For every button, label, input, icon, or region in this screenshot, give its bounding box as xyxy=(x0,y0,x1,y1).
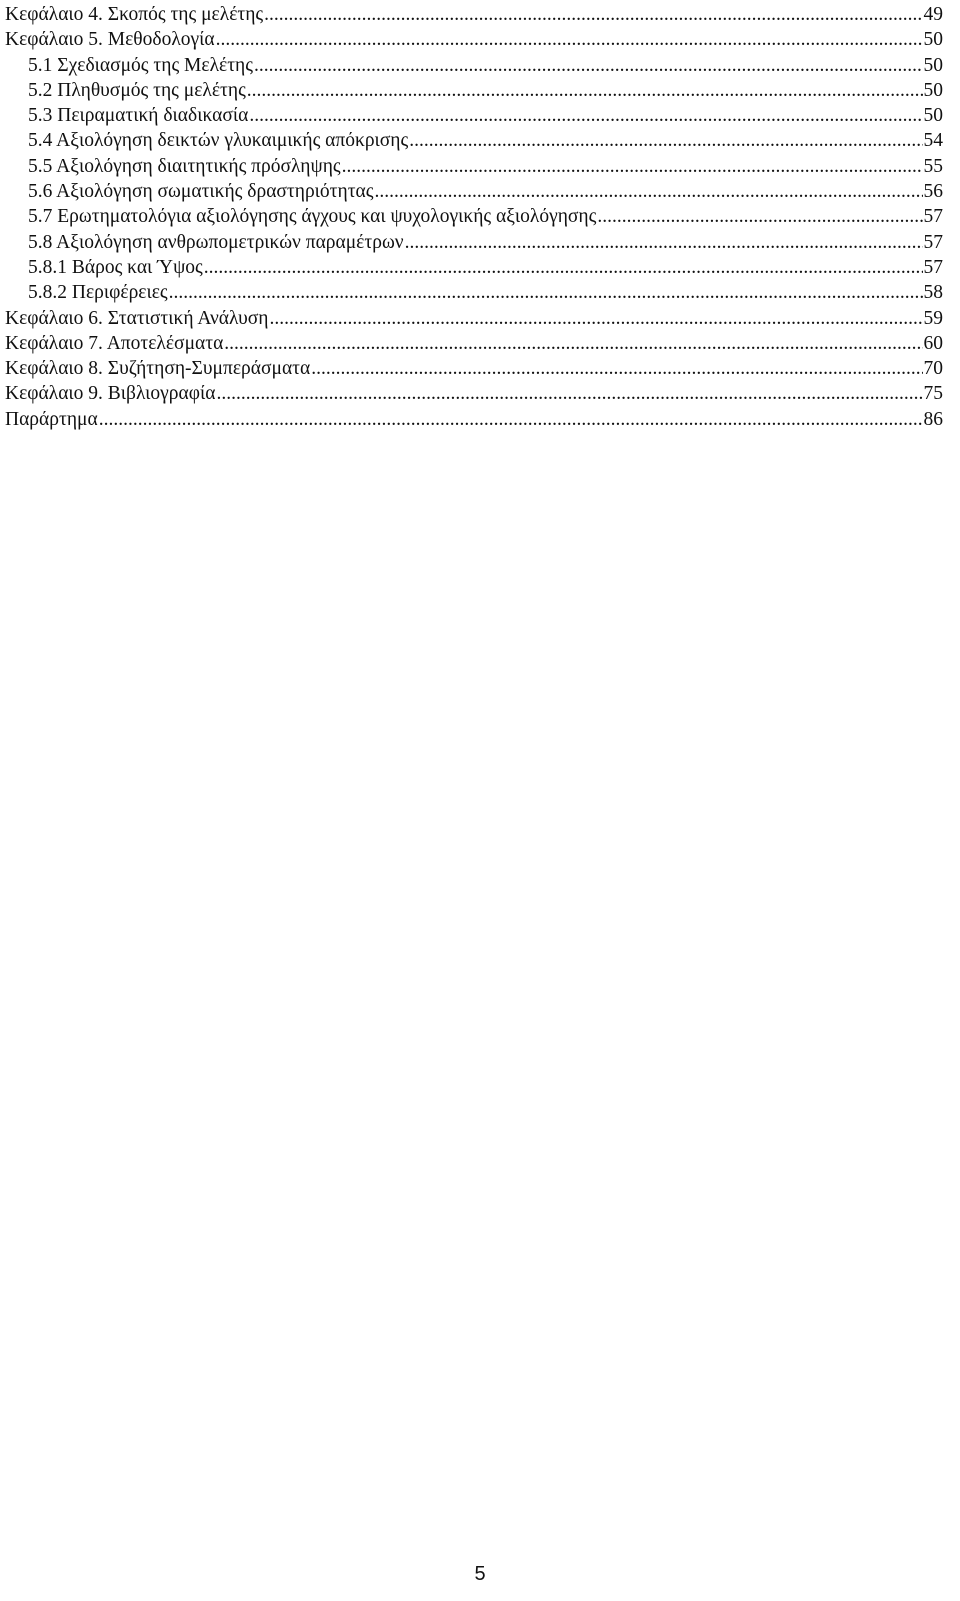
toc-leader-dots xyxy=(597,204,922,229)
toc-entry[interactable] xyxy=(5,128,943,153)
toc-entry[interactable] xyxy=(5,53,943,78)
toc-entry-page: 75 xyxy=(923,383,943,405)
toc-entry[interactable] xyxy=(5,103,943,128)
toc-entry-title: Κεφάλαιο 4. Σκοπός της μελέτης xyxy=(5,4,264,25)
toc-entry-title: 5.3 Πειραματική διαδικασία xyxy=(28,105,249,127)
toc-leader-dots xyxy=(342,154,923,179)
toc-leader-dots xyxy=(216,381,922,406)
toc-entry[interactable] xyxy=(5,331,943,356)
page-number: 5 xyxy=(474,1563,486,1585)
toc-entry-page: 50 xyxy=(923,105,943,127)
toc-entry-title: 5.7 Ερωτηματολόγια αξιολόγησης άγχους και ψυχολογικής αξιολόγησης xyxy=(28,206,597,228)
toc-leader-dots xyxy=(216,27,923,52)
toc-entry[interactable] xyxy=(5,381,943,406)
toc-entry-title: 5.4 Αξιολόγηση δεικτών γλυκαιμικής απόκρισης xyxy=(28,130,409,152)
toc-entry[interactable] xyxy=(5,179,943,204)
toc-entry[interactable] xyxy=(5,78,943,103)
toc-entry[interactable] xyxy=(5,230,943,255)
toc-leader-dots xyxy=(247,78,923,103)
toc-entry[interactable] xyxy=(5,280,943,305)
toc-entry-page: 70 xyxy=(923,358,943,380)
toc-entry-title: 5.8 Αξιολόγηση ανθρωπομετρικών παραμέτρων xyxy=(28,231,404,253)
toc-entry-title: 5.8.1 Βάρος και Ύψος xyxy=(28,256,203,278)
toc-entry-title: Κεφάλαιο 7. Αποτελέσματα xyxy=(5,332,224,354)
toc-entry-title: Κεφάλαιο 8. Συζήτηση-Συμπεράσματα xyxy=(5,358,311,380)
toc-entry-page: 57 xyxy=(923,256,943,278)
toc-entry[interactable] xyxy=(5,154,943,179)
toc-entry-title: Κεφάλαιο 9. Βιβλιογραφία xyxy=(5,383,216,405)
toc-entry-title: 5.1 Σχεδιασμός της Μελέτης xyxy=(28,54,253,76)
toc-leader-dots xyxy=(264,2,922,27)
toc-leader-dots xyxy=(99,407,923,432)
toc-entry-title: 5.5 Αξιολόγηση διαιτητικής πρόσληψης xyxy=(28,155,341,177)
toc-entry[interactable] xyxy=(5,407,943,432)
toc-entry-title: Κεφάλαιο 5. Μεθοδολογία xyxy=(5,29,215,51)
toc-leader-dots xyxy=(409,128,922,153)
toc-entry-page: 54 xyxy=(923,130,943,152)
toc-entry-page: 57 xyxy=(923,206,943,228)
toc-entry[interactable] xyxy=(5,356,943,381)
toc-entry-page: 86 xyxy=(923,408,943,430)
toc-entry-title: 5.8.2 Περιφέρειες xyxy=(28,282,168,304)
toc-leader-dots xyxy=(254,53,923,78)
toc-entry-page: 49 xyxy=(923,4,943,25)
toc-entry-page: 50 xyxy=(923,79,943,101)
toc-entry-page: 58 xyxy=(923,282,943,304)
toc-entry[interactable] xyxy=(5,204,943,229)
toc-leader-dots xyxy=(405,230,923,255)
toc-entry-page: 50 xyxy=(923,29,943,51)
toc-entry-page: 50 xyxy=(923,54,943,76)
toc-entry-title: Παράρτημα xyxy=(5,408,98,430)
toc-entry-page: 60 xyxy=(923,332,943,354)
toc-entry-title: 5.6 Αξιολόγηση σωματικής δραστηριότητας xyxy=(28,181,374,203)
toc-leader-dots xyxy=(204,255,923,280)
toc-entry[interactable] xyxy=(5,255,943,280)
toc-leader-dots xyxy=(269,306,922,331)
toc-entry[interactable] xyxy=(5,306,943,331)
toc-entry[interactable] xyxy=(5,27,943,52)
toc-leader-dots xyxy=(249,103,922,128)
toc-leader-dots xyxy=(169,280,923,305)
toc-entry-page: 57 xyxy=(923,231,943,253)
toc-leader-dots xyxy=(224,331,922,356)
toc-entry-page: 59 xyxy=(923,307,943,329)
toc-entry[interactable] xyxy=(5,2,943,27)
toc-leader-dots xyxy=(375,179,923,204)
toc-entry-page: 56 xyxy=(923,181,943,203)
toc-leader-dots xyxy=(311,356,922,381)
toc-entry-title: Κεφάλαιο 6. Στατιστική Ανάλυση xyxy=(5,307,269,329)
toc-entry-title: 5.2 Πληθυσμός της μελέτης xyxy=(28,79,246,101)
toc-entry-page: 55 xyxy=(923,155,943,177)
table-of-contents xyxy=(5,2,943,432)
